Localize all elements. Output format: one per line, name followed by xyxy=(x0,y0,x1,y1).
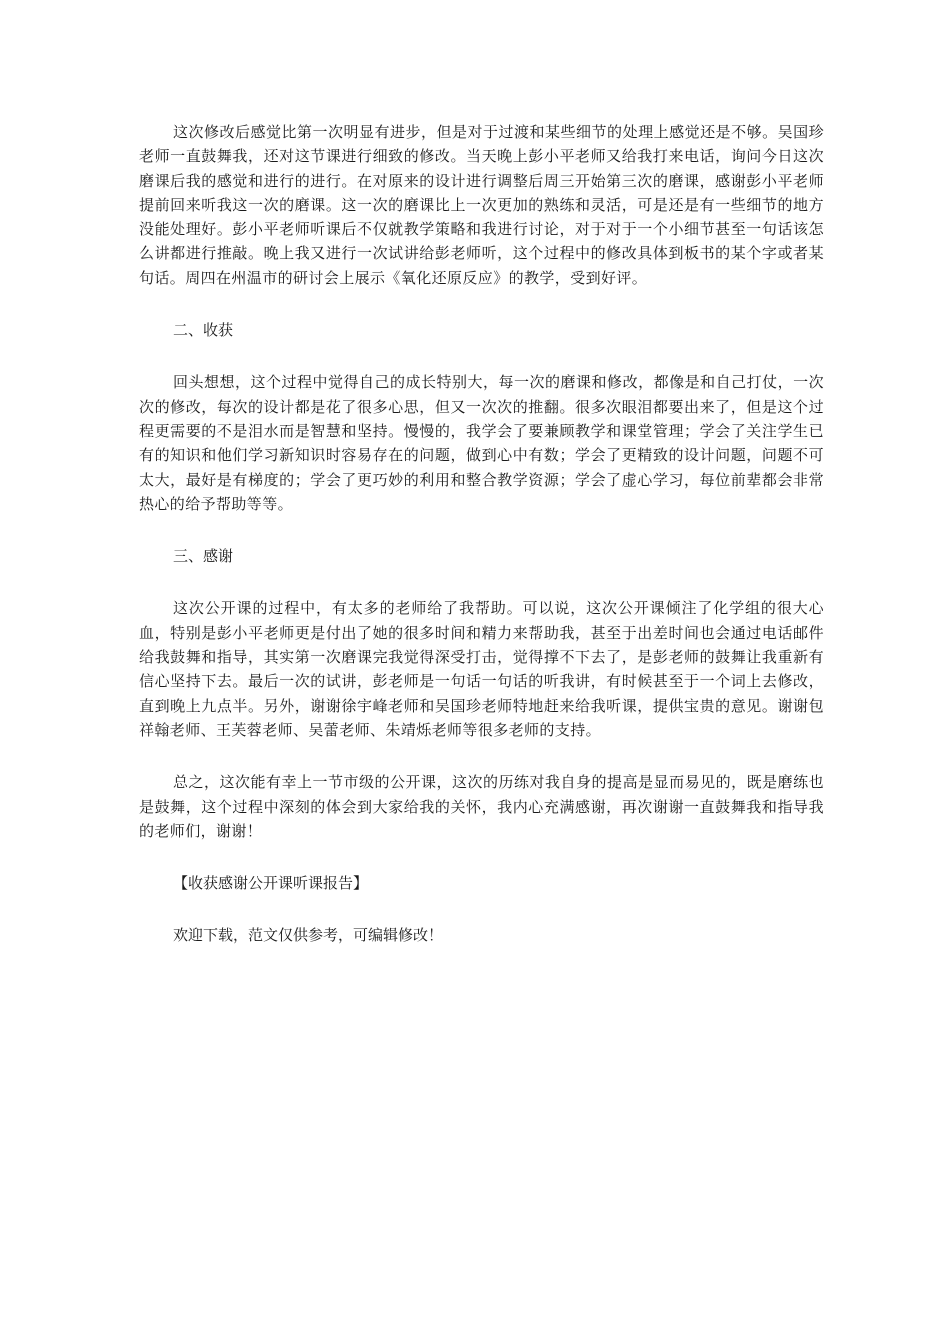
document-title-tag: 【收获感谢公开课听课报告】 xyxy=(173,874,369,893)
section-heading-gains: 二、收获 xyxy=(173,321,234,340)
paragraph-gap xyxy=(139,843,824,871)
paragraph-gap xyxy=(139,742,824,770)
paragraph-summary: 总之，这次能有幸上一节市级的公开课，这次的历练对我自身的提高是显而易见的，既是磨练也是鼓舞，这个过程中深刻的体会到大家给我的关怀，我内心充满感谢，再次谢谢一直鼓舞我和指导我的老师们，谢谢！ xyxy=(139,773,824,840)
paragraph-gap xyxy=(139,895,824,923)
section-heading-thanks: 三、感谢 xyxy=(173,547,234,566)
paragraph-gap xyxy=(139,568,824,596)
paragraph-gap xyxy=(139,342,824,370)
paragraph-thanks: 这次公开课的过程中，有太多的老师给了我帮助。可以说，这次公开课倾注了化学组的很大心血，特别是彭小平老师更是付出了她的很多时间和精力来帮助我，甚至于出差时间也会通过电话邮件给我鼓舞和指导，其实第一次磨课完我觉得深受打击，觉得撑不下去了，是彭老师的鼓舞让我重新有信心坚持下去。最后一次的试讲，彭老师是一句话一句话的听我讲，有时候甚至于一个词上去修改，直到晚上九点半。另外，谢谢徐宇峰老师和吴国珍老师特地赶来给我听课，提供宝贵的意见。谢谢包祥翰老师、王芙蓉老师、吴蕾老师、朱靖烁老师等很多老师的支持。 xyxy=(139,599,824,739)
document-page xyxy=(139,120,824,948)
paragraph-gains: 回头想想，这个过程中觉得自己的成长特别大，每一次的磨课和修改，都像是和自己打仗，一次次的修改，每次的设计都是花了很多心思，但又一次次的推翻。很多次眼泪都要出来了，但是这个过程更需要的不是泪水而是智慧和坚持。慢慢的，我学会了要兼顾教学和课堂管理；学会了关注学生已有的知识和他们学习新知识时容易存在的问题，做到心中有数；学会了更精致的设计问题，问题不可太大，最好是有梯度的；学会了更巧妙的利用和整合教学资源；学会了虚心学习，每位前辈都会非常热心的给予帮助等等。 xyxy=(139,373,824,513)
paragraph-gap xyxy=(139,290,824,318)
paragraph-revision: 这次修改后感觉比第一次明显有进步，但是对于过渡和某些细节的处理上感觉还是不够。吴国珍老师一直鼓舞我，还对这节课进行细致的修改。当天晚上彭小平老师又给我打来电话，询问今日这次磨课后我的感觉和进行的进行。在对原来的设计进行调整后周三开始第三次的磨课，感谢彭小平老师提前回来听我这一次的磨课。这一次的磨课比上一次更加的熟练和灵活，可是还是有一些细节的地方没能处理好。彭小平老师听课后不仅就教学策略和我进行讨论，对于对于一个小细节甚至一句话该怎么讲都进行推敲。晚上我又进行一次试讲给彭老师听，这个过程中的修改具体到板书的某个字或者某句话。周四在州温市的研讨会上展示《氧化还原反应》的教学，受到好评。 xyxy=(139,123,824,287)
download-note: 欢迎下载，范文仅供参考，可编辑修改！ xyxy=(173,926,444,945)
paragraph-gap xyxy=(139,516,824,544)
